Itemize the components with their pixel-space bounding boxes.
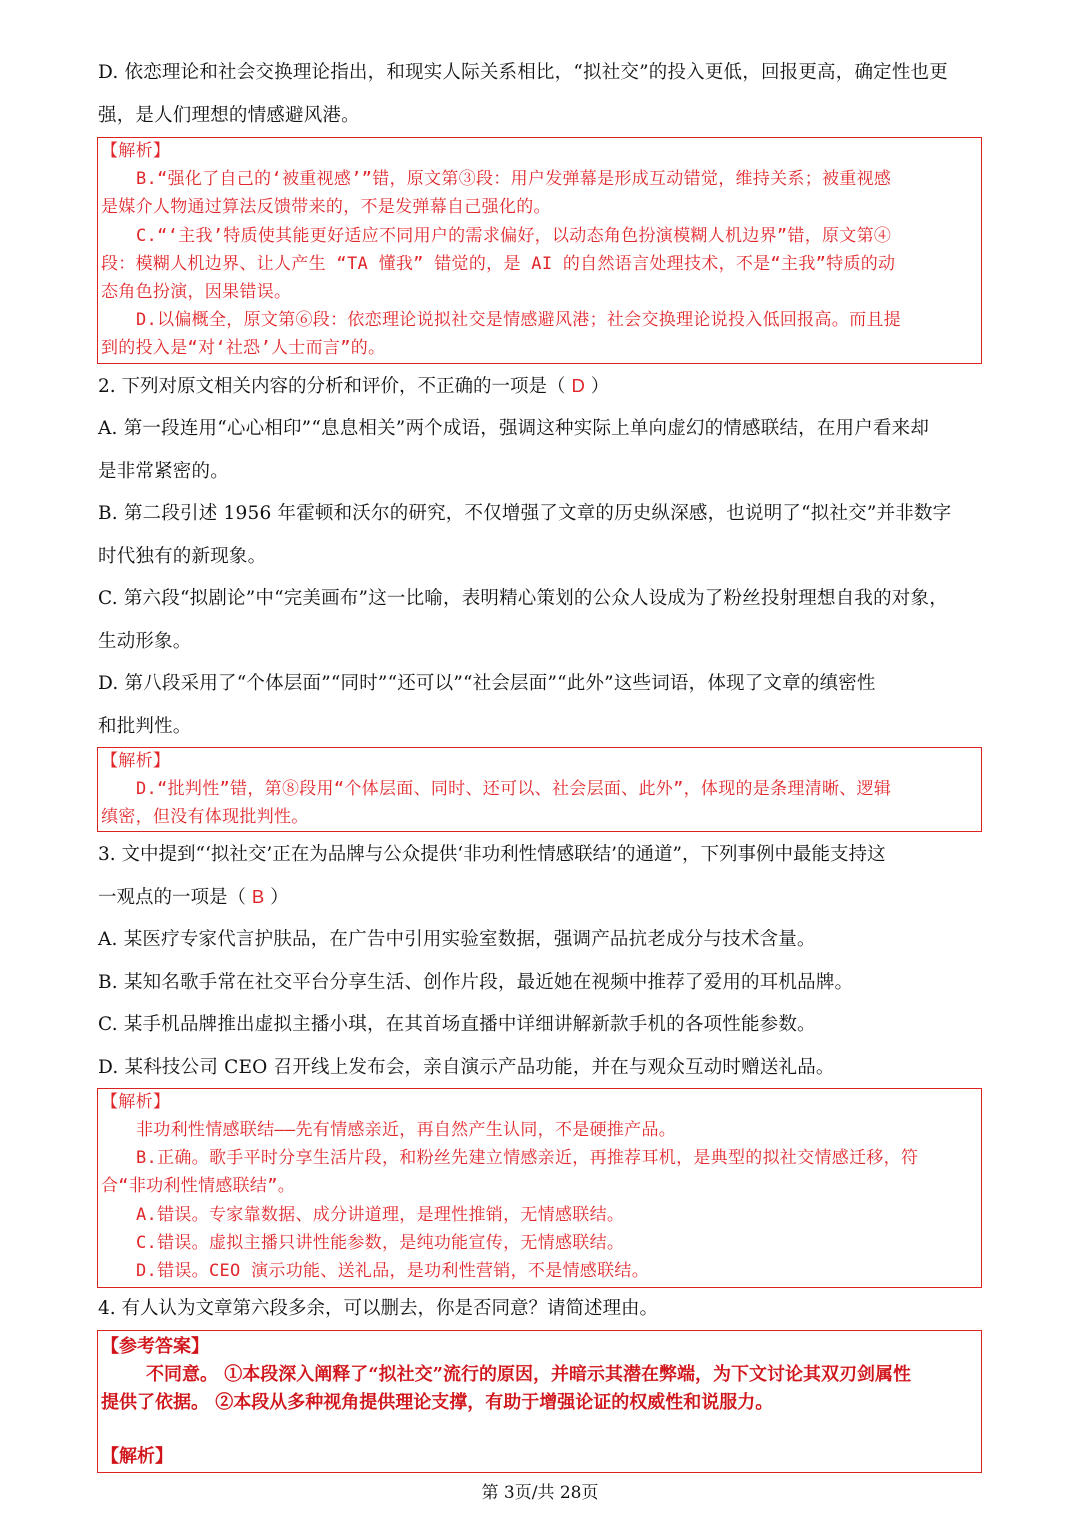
- reference-answer-box: [97, 1330, 982, 1473]
- q3-stem-line1: 3. 文中提到“‘拟社交’正在为品牌与公众提供‘非功利性情感联结’的通道”，下列事例中最能支持这: [98, 844, 886, 865]
- analysis-line: 是媒介人物通过算法反馈带来的，不是发弹幕自己强化的。: [101, 197, 551, 217]
- q3-option-a: A. 某医疗专家代言护肤品，在广告中引用实验室数据，强调产品抗老成分与技术含量。: [98, 929, 816, 950]
- q4-stem: 4. 有人认为文章第六段多余，可以删去，你是否同意？请简述理由。: [98, 1298, 659, 1319]
- analysis-line: C.错误。虚拟主播只讲性能参数，是纯功能宣传，无情感联结。: [136, 1233, 625, 1253]
- q2-stem: [98, 374, 988, 399]
- q2-option-d-line2: 和批判性。: [98, 716, 192, 737]
- q2-option-c-line2: 生动形象。: [98, 631, 192, 652]
- q3-stem-end: ）: [270, 887, 289, 908]
- analysis-title: 【解析】: [101, 141, 171, 161]
- reference-answer-line: 提供了依据。 ②本段从多种视角提供理论支撑，有助于增强论证的权威性和说服力。: [101, 1392, 774, 1413]
- analysis-line: D.“批判性”错，第⑧段用“个体层面、同时、还可以、社会层面、此外”，体现的是条理清晰、逻辑: [136, 779, 892, 799]
- analysis-title: 【解析】: [101, 1092, 171, 1112]
- analysis-line: D.错误。CEO 演示功能、送礼品，是功利性营销，不是情感联结。: [136, 1261, 650, 1281]
- analysis-line: 态角色扮演，因果错误。: [101, 282, 292, 302]
- analysis-box-q2: [97, 747, 982, 832]
- analysis-line: D.以偏概全，原文第⑥段：依恋理论说拟社交是情感避风港；社会交换理论说投入低回报高。而且提: [136, 310, 901, 330]
- analysis-line: 段：模糊人机边界、让人产生 “TA 懂我” 错觉的，是 AI 的自然语言处理技术，不是“主我”特质的动: [101, 254, 896, 274]
- reference-answer-line: 不同意。 ①本段深入阐释了“拟社交”流行的原因，并暗示其潜在弊端，为下文讨论其双刃剑属性: [146, 1364, 911, 1385]
- q1-option-d-line2: 强，是人们理想的情感避风港。: [98, 105, 360, 126]
- q2-option-a-line2: 是非常紧密的。: [98, 461, 229, 482]
- q2-option-b-line1: B. 第二段引述 1956 年霍顿和沃尔的研究，不仅增强了文章的历史纵深感，也说明了“拟社交”并非数字: [98, 503, 952, 524]
- analysis-line: 合“非功利性情感联结”。: [101, 1176, 296, 1196]
- analysis-box-q3: [97, 1088, 982, 1288]
- q2-stem-end: ）: [590, 376, 610, 397]
- q2-option-a-line1: A. 第一段连用“心心相印”“息息相关”两个成语，强调这种实际上单向虚幻的情感联结，在用户看来却: [98, 418, 930, 439]
- reference-answer-title: 【参考答案】: [101, 1336, 209, 1357]
- q3-option-c: C. 某手机品牌推出虚拟主播小琪，在其首场直播中详细讲解新款手机的各项性能参数。: [98, 1014, 816, 1035]
- q2-option-c-line1: C. 第六段“拟剧论”中“完美画布”这一比喻，表明精心策划的公众人设成为了粉丝投射理想自我的对象，: [98, 588, 948, 609]
- analysis-title: 【解析】: [101, 1446, 173, 1467]
- q3-option-b: B. 某知名歌手常在社交平台分享生活、创作片段，最近她在视频中推荐了爱用的耳机品牌。: [98, 972, 854, 993]
- analysis-title: 【解析】: [101, 751, 171, 771]
- analysis-line: B.正确。歌手平时分享生活片段，和粉丝先建立情感亲近，再推荐耳机，是典型的拟社交情感迁移，符: [136, 1148, 919, 1168]
- analysis-box-q1: [97, 137, 982, 364]
- q3-stem-line2: [98, 885, 988, 910]
- analysis-line: 缜密，但没有体现批判性。: [101, 807, 309, 827]
- q1-option-d-line1: D. 依恋理论和社会交换理论指出，和现实人际关系相比，“拟社交”的投入更低，回报更高，确定性也更: [98, 62, 948, 83]
- analysis-line: A.错误。专家靠数据、成分讲道理，是理性推销，无情感联结。: [136, 1205, 625, 1225]
- q2-stem-text: 2. 下列对原文相关内容的分析和评价，不正确的一项是（: [98, 376, 566, 397]
- q2-option-d-line1: D. 第八段采用了“个体层面”“同时”“还可以”“社会层面”“此外”这些词语，体现了文章的缜密性: [98, 673, 876, 694]
- q2-option-b-line2: 时代独有的新现象。: [98, 546, 267, 567]
- analysis-line: 非功利性情感联结——先有情感亲近，再自然产生认同，不是硬推产品。: [136, 1120, 677, 1140]
- analysis-line: 到的投入是“对‘社恐’人士而言”的。: [101, 338, 386, 358]
- q2-answer: D: [571, 375, 585, 396]
- q3-stem-text: 一观点的一项是（: [98, 887, 247, 908]
- q3-option-d: D. 某科技公司 CEO 召开线上发布会，亲自演示产品功能，并在与观众互动时赠送礼品。: [98, 1057, 835, 1078]
- q3-answer: B: [251, 886, 265, 907]
- analysis-line: C.“‘主我’特质使其能更好适应不同用户的需求偏好，以动态角色扮演模糊人机边界”错，原文第④: [136, 226, 892, 246]
- page-number: 第 3页/共 28页: [481, 1483, 599, 1503]
- analysis-line: B.“强化了自己的‘被重视感’”错，原文第③段：用户发弹幕是形成互动错觉，维持关系；被重视感: [136, 169, 892, 189]
